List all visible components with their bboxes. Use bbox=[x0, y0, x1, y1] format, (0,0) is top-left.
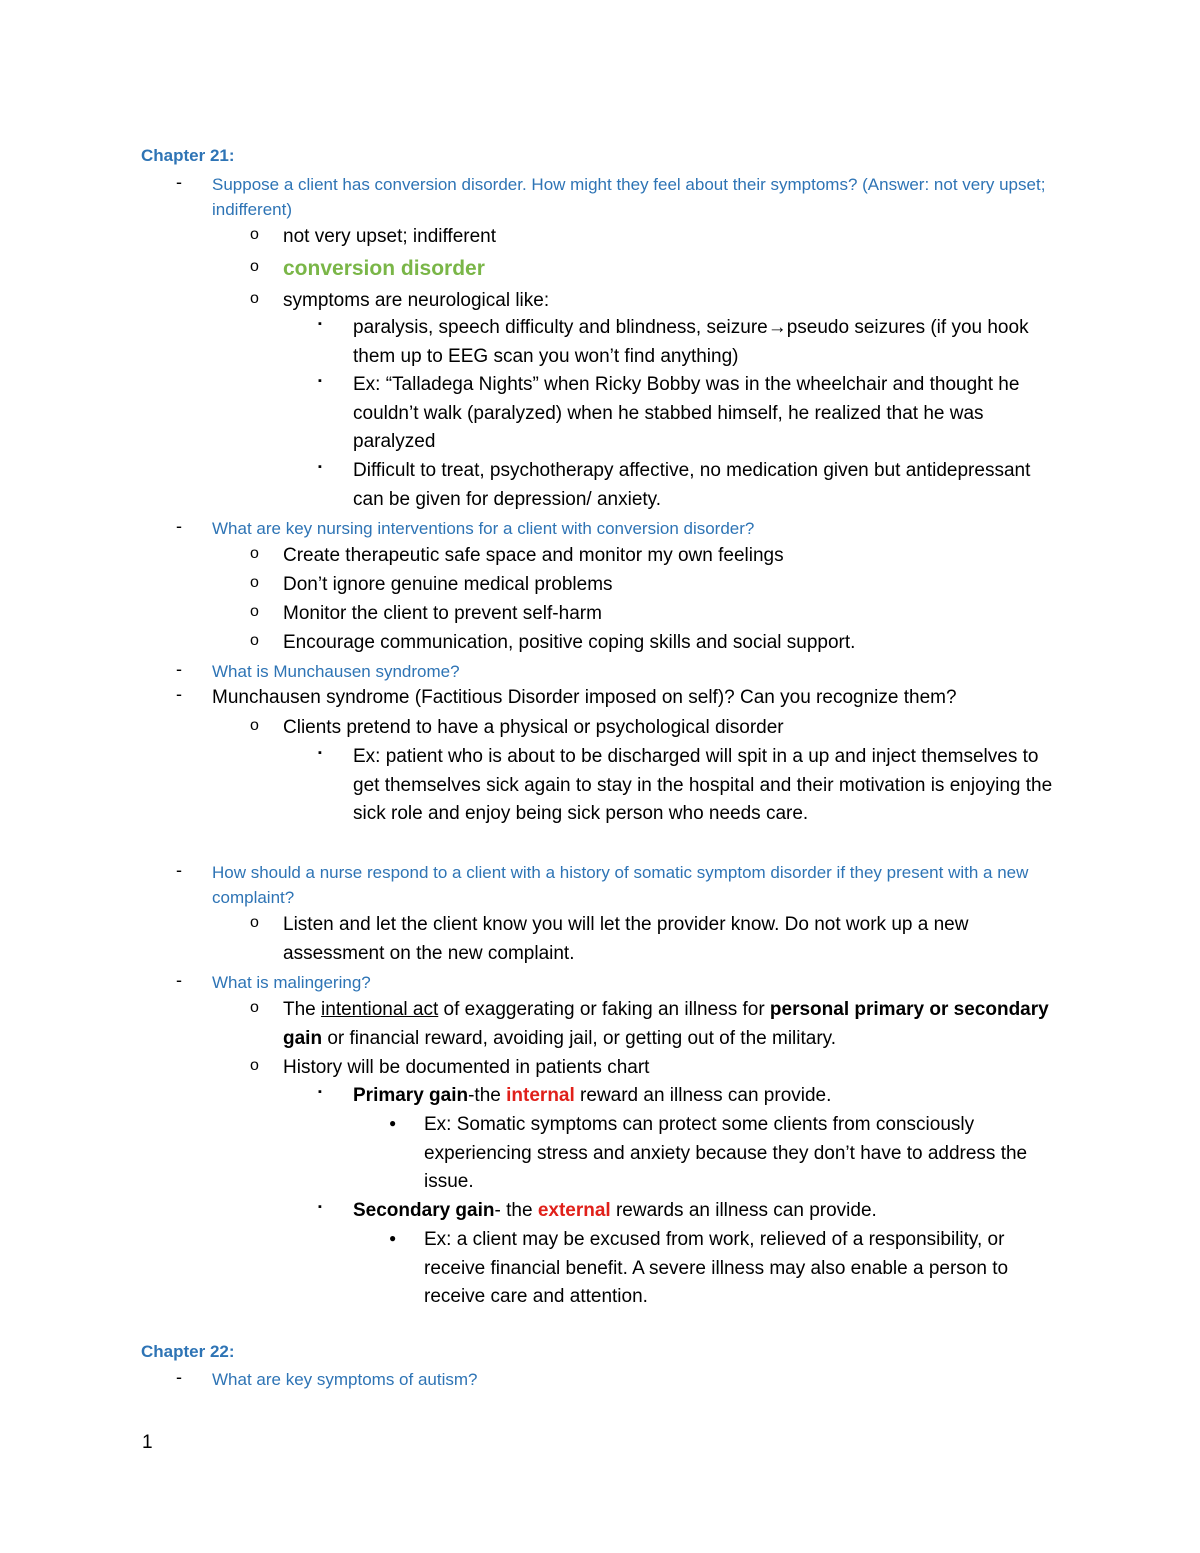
circle-bullet: o bbox=[250, 1057, 259, 1074]
dash-bullet: - bbox=[176, 1367, 182, 1387]
primary-gain-definition bbox=[353, 1082, 1063, 1111]
circle-bullet: o bbox=[250, 603, 259, 620]
answer-text: Listen and let the client know you will let the provider know. Do not work up a new assessment on the new complaint. bbox=[283, 914, 969, 964]
question-conversion-feelings: Suppose a client has conversion disorder. How might they feel about their symptoms? (Answer: not very upset; indifferent) bbox=[212, 175, 1046, 219]
bold-term: Primary gain bbox=[353, 1085, 469, 1106]
dash-bullet: - bbox=[176, 516, 182, 536]
dash-bullet: - bbox=[176, 172, 182, 192]
circle-bullet: o bbox=[250, 717, 259, 734]
circle-bullet: o bbox=[250, 632, 259, 649]
bold-term: Secondary gain bbox=[353, 1200, 495, 1221]
malingering-definition bbox=[283, 995, 1063, 1053]
dash-bullet: - bbox=[176, 970, 182, 990]
dot-bullet: ● bbox=[389, 1231, 397, 1245]
square-bullet: ▪ bbox=[318, 1201, 322, 1213]
page-number: 1 bbox=[142, 1432, 153, 1453]
underlined-term: intentional act bbox=[321, 999, 439, 1020]
dash-bullet: - bbox=[176, 684, 182, 704]
question-autism-symptoms: What are key symptoms of autism? bbox=[212, 1370, 478, 1389]
circle-bullet: o bbox=[250, 914, 259, 931]
dot-bullet: ● bbox=[389, 1116, 397, 1130]
square-bullet: ▪ bbox=[318, 461, 322, 473]
question-somatic-new-complaint: How should a nurse respond to a client with a history of somatic symptom disorder if they present with a new complaint? bbox=[212, 863, 1029, 907]
answer-text: not very upset; indifferent bbox=[283, 226, 496, 247]
bold-term: personal primary or secondary gain bbox=[283, 999, 1049, 1049]
answer-text: or financial reward, avoiding jail, or getting out of the military. bbox=[322, 1028, 837, 1049]
conversion-disorder-label: conversion disorder bbox=[283, 257, 485, 280]
circle-bullet: o bbox=[250, 258, 259, 275]
circle-bullet: o bbox=[250, 999, 259, 1016]
question-nursing-interventions: What are key nursing interventions for a client with conversion disorder? bbox=[212, 519, 755, 538]
answer-text: - the bbox=[494, 1200, 538, 1221]
square-bullet: ▪ bbox=[318, 1086, 322, 1098]
answer-text: Don’t ignore genuine medical problems bbox=[283, 574, 613, 595]
chapter-21-heading: Chapter 21: bbox=[141, 146, 235, 165]
answer-text: symptoms are neurological like: bbox=[283, 290, 550, 311]
question-munchausen: What is Munchausen syndrome? bbox=[212, 662, 460, 681]
answer-text: Ex: Somatic symptoms can protect some clients from consciously experiencing stress and anxiety because they don’t have to address the issue. bbox=[424, 1114, 1028, 1193]
answer-text: Create therapeutic safe space and monitor my own feelings bbox=[283, 545, 784, 566]
answer-text: Monitor the client to prevent self-harm bbox=[283, 603, 602, 624]
answer-text: Ex: “Talladega Nights” when Ricky Bobby was in the wheelchair and thought he couldn’t walk (paralyzed) when he stabbed himself, he realized that he was paralyzed bbox=[353, 374, 1020, 453]
question-malingering: What is malingering? bbox=[212, 973, 371, 992]
answer-text: Ex: patient who is about to be discharged will spit in a up and inject themselves to get themselves sick again to stay in the hospital and their motivation is enjoying the sick role and enjoy being sick person who needs care. bbox=[353, 746, 1053, 825]
square-bullet: ▪ bbox=[318, 318, 322, 330]
square-bullet: ▪ bbox=[318, 747, 322, 759]
answer-text: Difficult to treat, psychotherapy affective, no medication given but antidepressant can be given for depression/ anxiety. bbox=[353, 460, 1031, 510]
answer-text: History will be documented in patients chart bbox=[283, 1057, 650, 1078]
highlight-external: external bbox=[537, 1200, 611, 1221]
circle-bullet: o bbox=[250, 290, 259, 307]
secondary-gain-definition bbox=[353, 1197, 1063, 1226]
highlight-internal: internal bbox=[506, 1085, 575, 1106]
answer-text: The bbox=[283, 999, 322, 1020]
answer-text: Ex: a client may be excused from work, relieved of a responsibility, or receive financial benefit. A severe illness may also enable a person to receive care and attention. bbox=[424, 1229, 1009, 1308]
dash-bullet: - bbox=[176, 860, 182, 880]
munchausen-statement: Munchausen syndrome (Factitious Disorder imposed on self)? Can you recognize them? bbox=[212, 687, 957, 708]
circle-bullet: o bbox=[250, 226, 259, 243]
answer-text: rewards an illness can provide. bbox=[610, 1200, 877, 1221]
answer-text: reward an illness can provide. bbox=[574, 1085, 832, 1106]
circle-bullet: o bbox=[250, 545, 259, 562]
answer-text: paralysis, speech difficulty and blindness, seizure→pseudo seizures (if you hook them up to EEG scan you won’t find anything) bbox=[353, 317, 1029, 367]
chapter-22-heading: Chapter 22: bbox=[141, 1342, 235, 1361]
dash-bullet: - bbox=[176, 659, 182, 679]
square-bullet: ▪ bbox=[318, 375, 322, 387]
answer-text: -the bbox=[468, 1085, 507, 1106]
answer-text: Encourage communication, positive coping skills and social support. bbox=[283, 632, 856, 653]
answer-text: of exaggerating or faking an illness for bbox=[438, 999, 770, 1020]
answer-text: Clients pretend to have a physical or psychological disorder bbox=[283, 717, 784, 738]
circle-bullet: o bbox=[250, 574, 259, 591]
